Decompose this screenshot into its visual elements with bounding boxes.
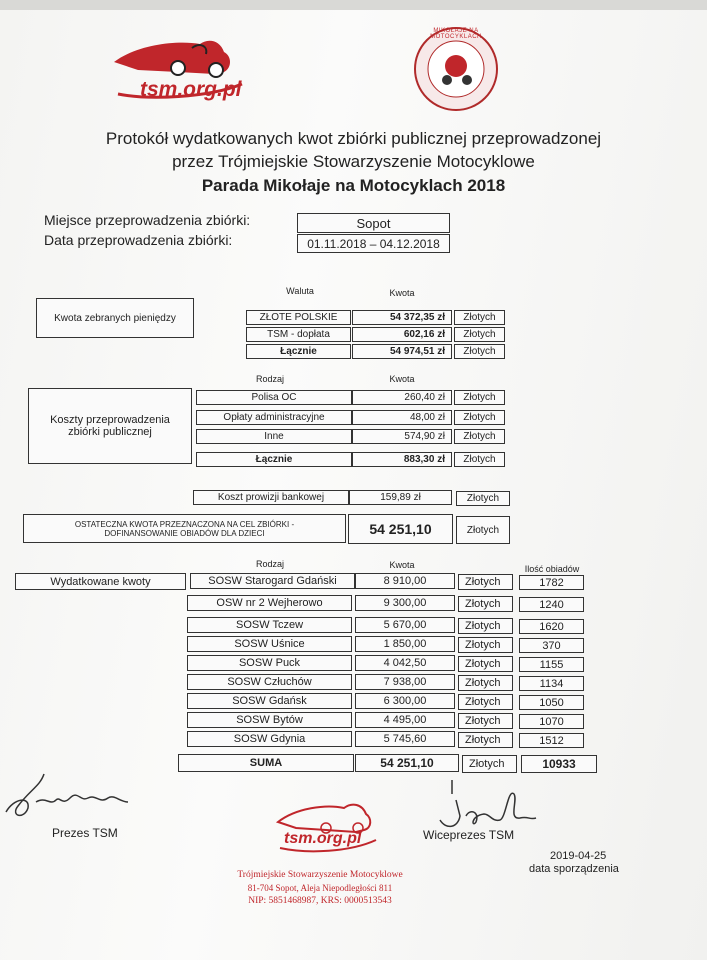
title-line-1: Protokół wydatkowanych kwot zbiórki publicznej przeprowadzonej (105, 129, 602, 148)
footer-stamp-line-3: NIP: 5851468987, KRS: 0000513543 (248, 896, 392, 906)
document-date-label: data sporządzenia (529, 863, 619, 875)
final-unit: Złotych (456, 516, 510, 544)
final-amount: 54 251,10 (348, 514, 453, 544)
bank-fee-unit: Złotych (456, 491, 510, 506)
costs-col-amount: Kwota (389, 374, 415, 384)
spent-row-count: 370 (519, 638, 584, 653)
footer-stamp-line-1: Trójmiejskie Stowarzyszenie Motocyklowe (237, 870, 403, 880)
costs-row-unit: Złotych (454, 429, 505, 444)
spent-sum-name: SUMA (178, 754, 354, 772)
spent-row-name: SOSW Człuchów (187, 674, 352, 690)
spent-row-count: 1070 (519, 714, 584, 729)
collected-row-unit: Złotych (454, 344, 505, 359)
col-amount: Kwota (389, 288, 415, 298)
spent-row-count: 1240 (519, 597, 584, 612)
spent-row-amount: 7 938,00 (355, 674, 455, 690)
spent-row-unit: Złotych (458, 618, 513, 634)
spent-row-amount: 9 300,00 (355, 595, 455, 611)
spent-row-name: SOSW Puck (187, 655, 352, 671)
logo-text: tsm.org.pl (140, 78, 242, 101)
spent-row-amount: 6 300,00 (355, 693, 455, 709)
place-label: Miejsce przeprowadzenia zbiórki: (44, 212, 251, 228)
spent-row-name: SOSW Uśnice (187, 636, 352, 652)
president-signature-icon (0, 772, 140, 827)
spent-row-unit: Złotych (458, 732, 513, 748)
document-date: 2019-04-25 (550, 850, 607, 862)
footer-stamp (220, 800, 420, 910)
spent-row-unit: Złotych (458, 596, 513, 612)
collected-row-name: Łącznie (246, 344, 351, 359)
spent-row-amount: 4 495,00 (355, 712, 455, 728)
spent-col-amount: Kwota (389, 560, 415, 570)
spent-row-unit: Złotych (458, 713, 513, 729)
bank-fee-label: Koszt prowizji bankowej (193, 490, 349, 505)
costs-row-name: Polisa OC (196, 390, 352, 405)
final-label: OSTATECZNA KWOTA PRZEZNACZONA NA CEL ZBIÓRKI - DOFINANSOWANIE OBIADÓW DLA DZIECI (23, 514, 346, 543)
place-value: Sopot (297, 213, 450, 233)
motorcycle-logo-icon (108, 34, 248, 114)
spent-sum-count: 10933 (521, 755, 597, 773)
date-label: Data przeprowadzenia zbiórki: (44, 232, 233, 248)
costs-row-amount: 260,40 zł (352, 390, 452, 405)
collected-row-name: TSM - dopłata (246, 327, 351, 342)
collected-row-name: ZŁOTE POLSKIE (246, 310, 351, 325)
spent-row-count: 1782 (519, 575, 584, 590)
collected-row-unit: Złotych (454, 327, 505, 342)
costs-row-unit: Złotych (454, 390, 505, 405)
footer-stamp-line-2: 81-704 Sopot, Aleja Niepodległości 811 (247, 883, 393, 893)
spent-row-count: 1620 (519, 619, 584, 634)
collected-row-unit: Złotych (454, 310, 505, 325)
costs-label: Koszty przeprowadzenia zbiórki publicznej (28, 388, 192, 464)
collected-row-amount: 602,16 zł (352, 327, 452, 342)
collected-row-amount: 54 974,51 zł (352, 344, 452, 359)
collected-label: Kwota zebranych pieniędzy (36, 298, 194, 338)
spent-row-name: SOSW Bytów (187, 712, 352, 728)
spent-sum-amount: 54 251,10 (355, 754, 459, 772)
date-value: 01.11.2018 – 04.12.2018 (297, 234, 450, 253)
title-line-3: Parada Mikołaje na Motocyklach 2018 (201, 176, 506, 195)
costs-row-unit: Złotych (454, 452, 505, 467)
spent-row-unit: Złotych (458, 574, 513, 590)
spent-row-amount: 1 850,00 (355, 636, 455, 652)
spent-row-name: SOSW Gdynia (187, 731, 352, 747)
spent-col-count: Ilość obiadów (524, 564, 580, 574)
spent-row-count: 1050 (519, 695, 584, 710)
spent-row-amount: 8 910,00 (355, 573, 455, 589)
costs-row-name: Inne (196, 429, 352, 444)
document-page (0, 10, 707, 960)
costs-row-unit: Złotych (454, 410, 505, 425)
costs-row-amount: 883,30 zł (352, 452, 452, 467)
spent-row-count: 1134 (519, 676, 584, 691)
costs-col-type: Rodzaj (255, 374, 284, 384)
spent-row-unit: Złotych (458, 694, 513, 710)
title-line-2: przez Trójmiejskie Stowarzyszenie Motocyklowe (172, 152, 535, 171)
vice-president-label: Wiceprezes TSM (423, 828, 515, 842)
costs-row-name: Opłaty administracyjne (196, 410, 352, 425)
spent-label: Wydatkowane kwoty (15, 573, 186, 590)
costs-row-amount: 574,90 zł (352, 429, 452, 444)
costs-row-name: Łącznie (196, 452, 352, 467)
spent-row-name: SOSW Tczew (187, 617, 352, 633)
spent-row-name: OSW nr 2 Wejherowo (187, 595, 352, 611)
footer-logo-text: tsm.org.pl (284, 830, 362, 847)
spent-col-type: Rodzaj (255, 559, 284, 569)
bank-fee-amount: 159,89 zł (349, 490, 452, 505)
spent-row-unit: Złotych (458, 637, 513, 653)
president-label: Prezes TSM (52, 826, 118, 840)
spent-row-unit: Złotych (458, 675, 513, 691)
spent-row-amount: 5 745,60 (355, 731, 455, 747)
mikolaje-stamp (413, 26, 499, 112)
collected-row-amount: 54 372,35 zł (352, 310, 452, 325)
spent-row-count: 1512 (519, 733, 584, 748)
spent-row-name: SOSW Starogard Gdański (190, 573, 355, 589)
tsm-logo (108, 34, 248, 114)
spent-sum-unit: Złotych (462, 755, 517, 773)
stamp-text: MIKOŁAJE NA MOTOCYKLACH (430, 28, 482, 40)
col-currency: Waluta (286, 286, 314, 296)
spent-row-name: SOSW Gdańsk (187, 693, 352, 709)
spent-row-amount: 5 670,00 (355, 617, 455, 633)
spent-row-count: 1155 (519, 657, 584, 672)
costs-row-amount: 48,00 zł (352, 410, 452, 425)
spent-row-amount: 4 042,50 (355, 655, 455, 671)
spent-row-unit: Złotych (458, 656, 513, 672)
